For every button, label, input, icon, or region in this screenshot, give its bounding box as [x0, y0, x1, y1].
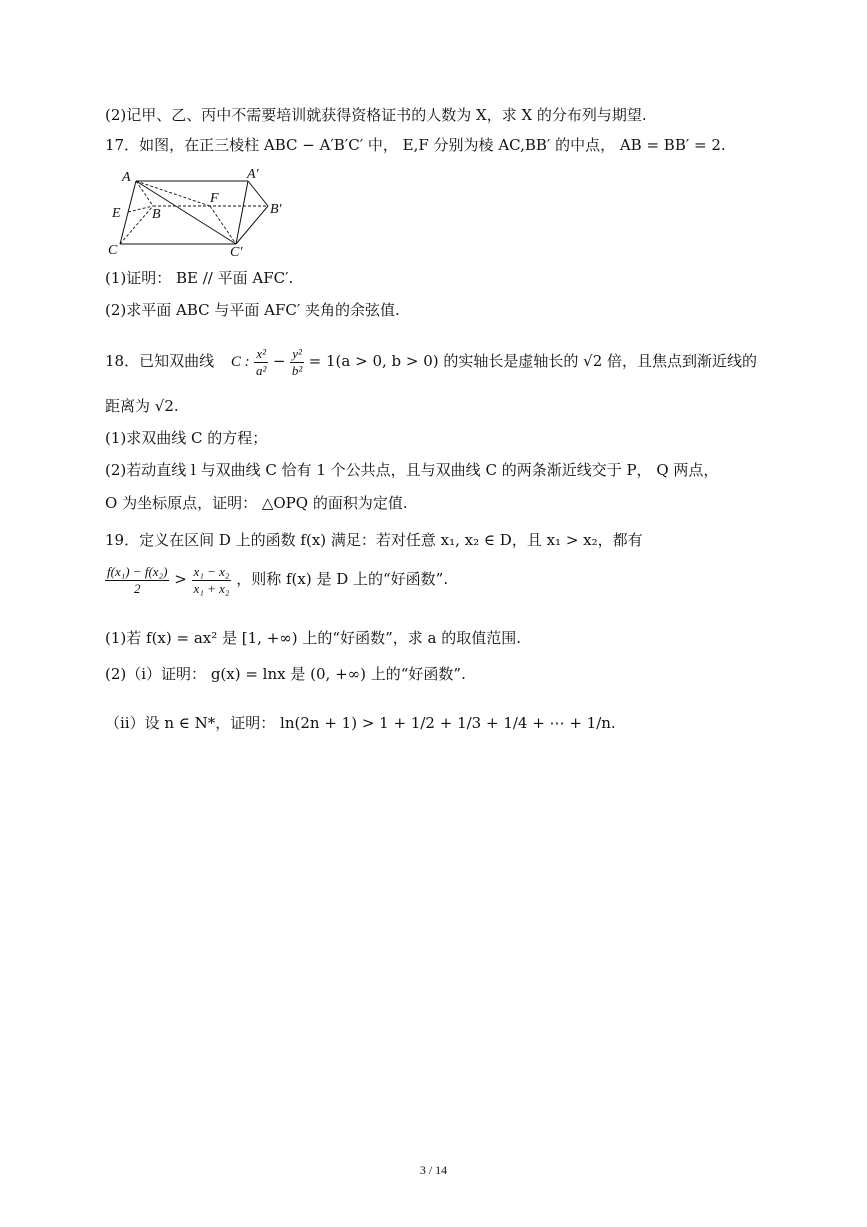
page-number: 3 / 14	[419, 1163, 448, 1177]
q18-stem: 18．已知双曲线 C : $\frac{\text{x²}}{\text{a²}}$ − $\frac{\text{y²}}{\text{b²}}$ = 1(a > 0, b > 0) 的实轴长是虚轴长的 √2 倍，且焦点到渐近线的	[105, 345, 758, 378]
q18-stem-cont: 距离为 √2.	[105, 397, 179, 415]
q18-part1: (1)求双曲线 C 的方程；	[105, 429, 268, 447]
q18-curve-name: C :	[230, 354, 250, 370]
q18-frac-y: $\frac{\text{y²}}{\text{b²}}$	[291, 345, 303, 378]
q19-part2-ii: （ⅱ）设 n ∈ N*，证明： ln(2n + 1) > 1 + 1/2 + 1/3 + 1/4 + ⋯ + 1/n.	[105, 714, 616, 732]
q19-part1: (1)若 f(x) = ax² 是 [1, +∞) 上的“好函数”，求 a 的取值范围.	[105, 629, 521, 647]
q17-part2: (2)求平面 ABC 与平面 AFC′ 夹角的余弦值.	[105, 301, 400, 319]
q19-tail: ，则称 f(x) 是 D 上的“好函数”.	[236, 570, 449, 588]
q18-part2-cont: O 为坐标原点，证明： △OPQ 的面积为定值.	[105, 494, 408, 512]
q16-part2: (2)记甲、乙、丙中不需要培训就获得资格证书的人数为 X，求 X 的分布列与期望.	[105, 106, 647, 124]
label-C-prime: C′	[230, 245, 243, 256]
label-A-prime: A′	[247, 167, 259, 182]
q17-stem: 17．如图，在正三棱柱 ABC − A′B′C′ 中， E,F 分别为棱 AC,BB′ 的中点， AB = BB′ = 2.	[105, 136, 726, 154]
q19-frac-right: $\frac{\text{x₁ − x₂}}{\text{x₁ + x₂}}$	[193, 563, 230, 596]
q18-part2: (2)若动直线 l 与双曲线 C 恰有 1 个公共点，且与双曲线 C 的两条渐近线交于 P， Q 两点，	[105, 461, 719, 479]
label-E: E	[112, 206, 121, 221]
q17-part1: (1)证明： BE // 平面 AFC′.	[105, 269, 294, 287]
q18-rest: = 1(a > 0, b > 0) 的实轴长是虚轴长的 √2 倍，且焦点到渐近线的	[308, 352, 758, 370]
q18-frac-x: $\frac{\text{x²}}{\text{a²}}$	[256, 345, 267, 378]
q19-condition: $\frac{\text{f(x₁) − f(x₂)}}{2}$ > $\frac{\text{x₁ − x₂}}{\text{x₁ + x₂}}$ ，则称 f(x) 是 D 上的“好函数”.	[107, 563, 449, 596]
label-B: B	[152, 207, 161, 222]
q19-stem: 19．定义在区间 D 上的函数 f(x) 满足：若对任意 x₁, x₂ ∈ D，且 x₁ > x₂，都有	[105, 531, 643, 549]
q19-part2-i: (2)（ⅰ）证明： g(x) = lnx 是 (0, +∞) 上的“好函数”.	[105, 665, 466, 683]
label-C: C	[108, 243, 118, 256]
label-F: F	[210, 191, 219, 206]
prism-figure	[108, 166, 298, 256]
q18-intro: 18．已知双曲线	[105, 352, 215, 370]
label-A: A	[122, 170, 131, 185]
q19-frac-left: $\frac{\text{f(x₁) − f(x₂)}}{2}$	[107, 563, 168, 596]
label-B-prime: B′	[270, 202, 282, 217]
